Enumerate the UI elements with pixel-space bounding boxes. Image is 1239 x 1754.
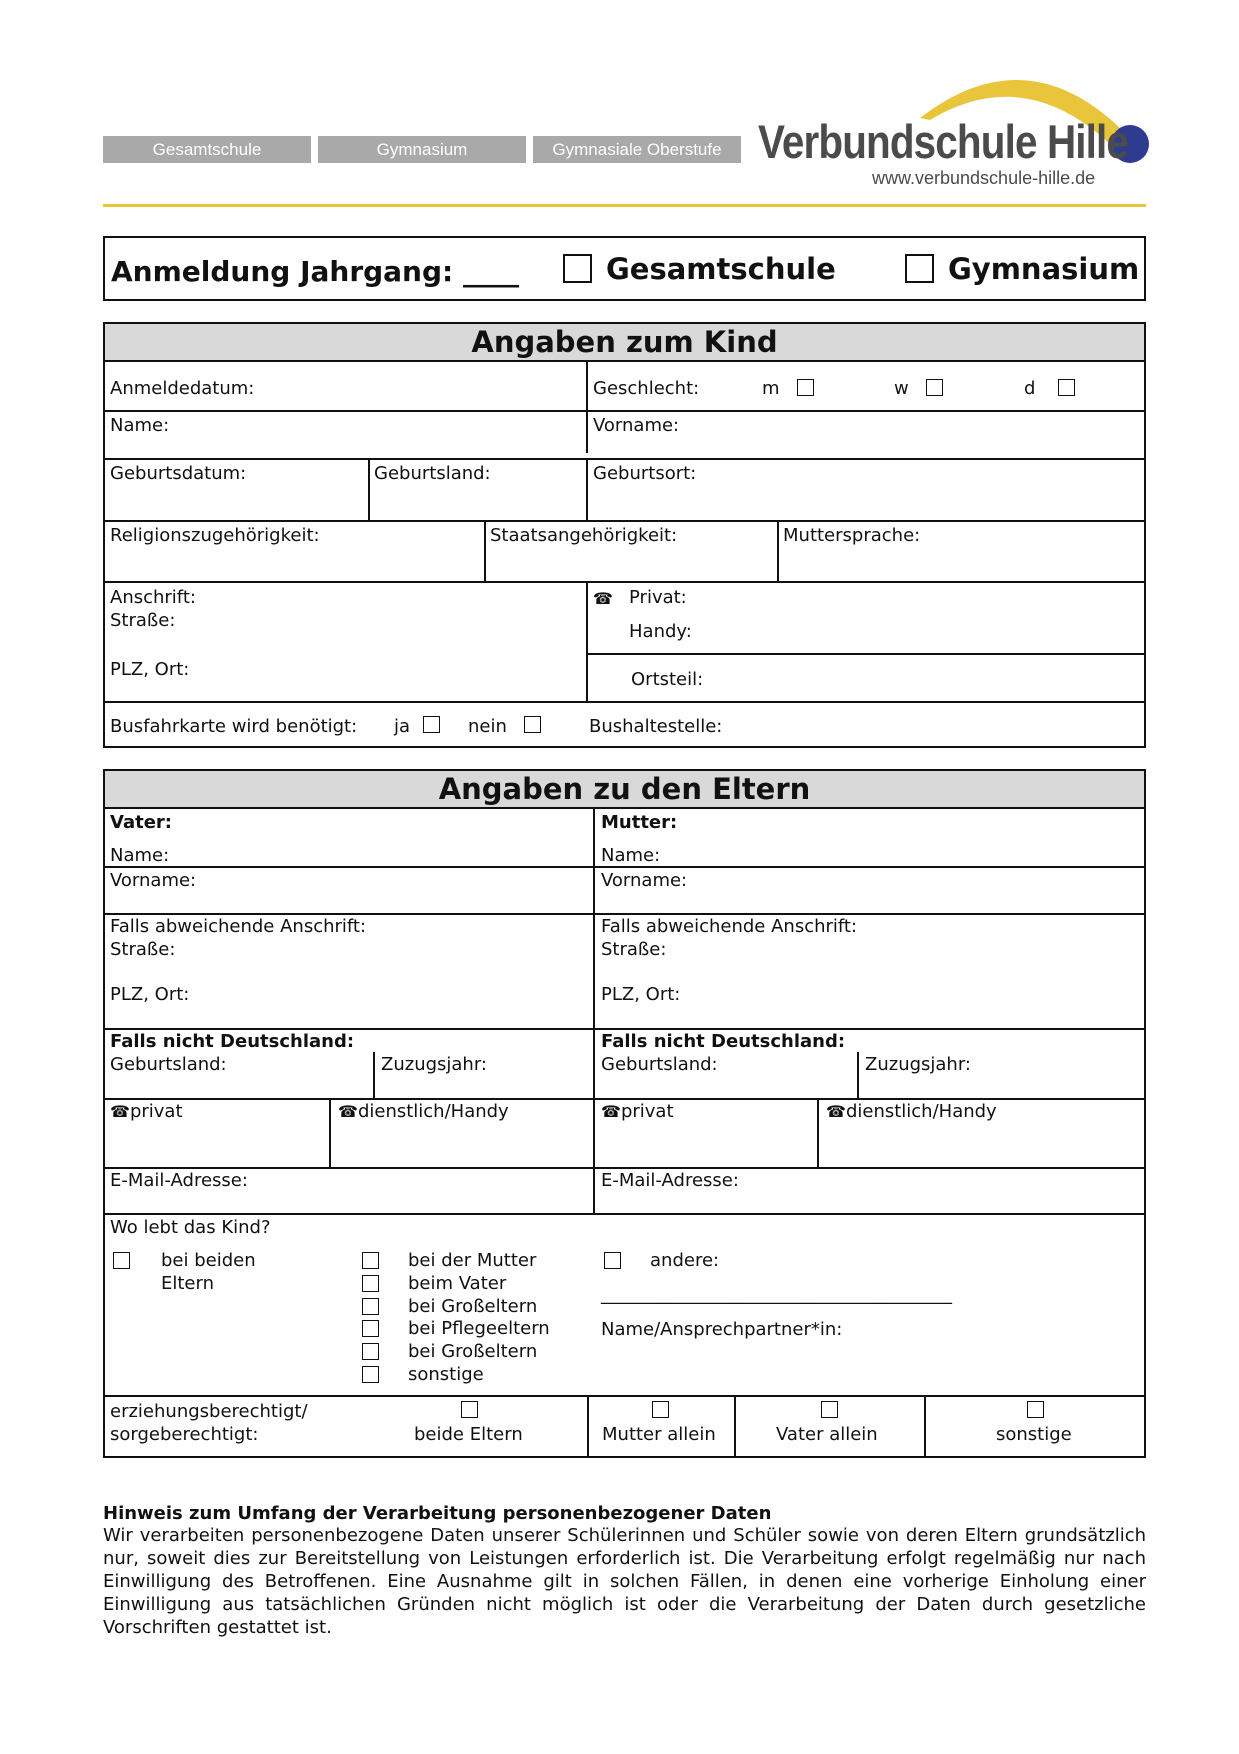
checkbox-bei-grosseltern-2[interactable]: [362, 1343, 379, 1360]
andere-line: _______________________________________: [601, 1284, 952, 1305]
label-plz-ort: PLZ, Ort:: [110, 659, 190, 680]
phone-icon: ☎: [601, 1102, 621, 1121]
label-d: d: [1024, 378, 1036, 399]
notice-text: Wir verarbeiten personenbezogene Daten unserer Schülerinnen und Schüler sowie von deren Eltern grundsätzlich nur, soweit dies zur Bereitstellung von Leistungen erforderlich ist. Die Verarbeitung erfolgt regelmäßig nur nach Einwilligung des Betroffenen. Eine Ausnahme gilt in solchen Fällen, in denen eine vorherige Einholung einer Einwilligung aus tatsächlichen Gründen nicht möglich ist oder die Verarbeitung der Daten durch gesetzliche Vorschriften gestattet ist.: [103, 1525, 1146, 1638]
checkbox-bei-grosseltern[interactable]: [362, 1298, 379, 1315]
label-vorname: Vorname:: [593, 415, 680, 436]
school-logo-name: Verbundschule Hille: [758, 115, 1129, 168]
label-bushaltestelle: Bushaltestelle:: [589, 716, 723, 737]
mutter-dienstlich: [826, 1101, 997, 1123]
tab-gymnasiale-oberstufe: Gymnasiale Oberstufe: [533, 136, 741, 163]
label-mutter-zuzug: Zuzugsjahr:: [865, 1054, 971, 1075]
label-anmeldedatum: Anmeldedatum:: [110, 378, 255, 399]
checkbox-bei-der-mutter[interactable]: [362, 1252, 379, 1269]
label-eltern: Eltern: [161, 1273, 214, 1294]
label-sorge-sonstige: sonstige: [996, 1424, 1072, 1445]
checkbox-w[interactable]: [926, 379, 943, 396]
label-anschrift: Anschrift:: [110, 587, 196, 608]
label-andere: andere:: [650, 1250, 720, 1271]
label-vater-geburtsland: Geburtsland:: [110, 1054, 227, 1075]
phone-icon: ☎: [110, 1102, 130, 1121]
label-geschlecht: Geschlecht:: [593, 378, 700, 399]
label-mutter-privat: privat: [620, 1101, 674, 1122]
label-mutter-allein: Mutter allein: [602, 1424, 716, 1445]
label-erziehungsberechtigt: erziehungsberechtigt/: [110, 1401, 308, 1422]
label-gymnasium: Gymnasium: [948, 252, 1140, 286]
label-mutter-dienstlich: dienstlich/Handy: [845, 1101, 997, 1122]
label-mutter-email: E-Mail-Adresse:: [601, 1170, 739, 1191]
checkbox-sorge-sonstige[interactable]: [1027, 1401, 1044, 1418]
label-vater-dienstlich: dienstlich/Handy: [357, 1101, 509, 1122]
label-gesamtschule: Gesamtschule: [606, 252, 836, 286]
label-m: m: [762, 378, 780, 399]
checkbox-beim-vater[interactable]: [362, 1275, 379, 1292]
label-mutter-nicht-de: Falls nicht Deutschland:: [601, 1031, 846, 1052]
label-mutter: Mutter:: [601, 812, 678, 833]
checkbox-bus-ja[interactable]: [423, 716, 440, 733]
label-bei-pflegeeltern: bei Pflegeeltern: [408, 1318, 550, 1339]
label-ja: ja: [394, 716, 411, 737]
label-mutter-plz: PLZ, Ort:: [601, 984, 681, 1005]
checkbox-gymnasium[interactable]: [905, 254, 934, 283]
label-bei-der-mutter: bei der Mutter: [408, 1250, 537, 1271]
label-vater-vorname: Vorname:: [110, 870, 197, 891]
checkbox-d[interactable]: [1058, 379, 1075, 396]
notice-title: Hinweis zum Umfang der Verarbeitung personenbezogener Daten: [103, 1503, 772, 1524]
label-beide-eltern: beide Eltern: [414, 1424, 523, 1445]
tab-gymnasium: Gymnasium: [318, 136, 526, 163]
phone-icon: ☎: [826, 1102, 846, 1121]
label-ansprechpartner: Name/Ansprechpartner*in:: [601, 1319, 843, 1340]
label-ortsteil: Ortsteil:: [631, 669, 704, 690]
checkbox-bei-pflegeeltern[interactable]: [362, 1320, 379, 1337]
checkbox-m[interactable]: [797, 379, 814, 396]
label-mutter-abweichend: Falls abweichende Anschrift:: [601, 916, 858, 937]
checkbox-bus-nein[interactable]: [524, 716, 541, 733]
phone-icon: ☎: [338, 1102, 358, 1121]
header-divider: [103, 204, 1146, 207]
label-sorgeberechtigt: sorgeberechtigt:: [110, 1424, 259, 1445]
label-vater-zuzug: Zuzugsjahr:: [381, 1054, 487, 1075]
checkbox-vater-allein[interactable]: [821, 1401, 838, 1418]
label-wo-lebt-kind: Wo lebt das Kind?: [110, 1217, 271, 1238]
tab-gesamtschule: Gesamtschule: [103, 136, 311, 163]
label-vater-privat: privat: [129, 1101, 183, 1122]
label-vater-nicht-de: Falls nicht Deutschland:: [110, 1031, 355, 1052]
label-vater: Vater:: [110, 812, 172, 833]
label-mutter-vorname: Vorname:: [601, 870, 688, 891]
checkbox-mutter-allein[interactable]: [652, 1401, 669, 1418]
label-busfahrkarte: Busfahrkarte wird benötigt:: [110, 716, 358, 737]
label-mutter-strasse: Straße:: [601, 939, 667, 960]
label-privat: Privat:: [629, 587, 687, 608]
label-mutter-geburtsland: Geburtsland:: [601, 1054, 718, 1075]
label-religion: Religionszugehörigkeit:: [110, 525, 320, 546]
label-staatsangehoerigkeit: Staatsangehörigkeit:: [490, 525, 678, 546]
label-geburtsdatum: Geburtsdatum:: [110, 463, 247, 484]
label-vater-allein: Vater allein: [776, 1424, 878, 1445]
label-vater-name: Name:: [110, 845, 170, 866]
label-mutter-name: Name:: [601, 845, 661, 866]
label-beim-vater: beim Vater: [408, 1273, 507, 1294]
checkbox-sonstige[interactable]: [362, 1366, 379, 1383]
parents-section-title: Angaben zu den Eltern: [105, 771, 1144, 807]
label-bei-beiden: bei beiden: [161, 1250, 256, 1271]
label-geburtsland: Geburtsland:: [374, 463, 491, 484]
label-vater-email: E-Mail-Adresse:: [110, 1170, 248, 1191]
label-muttersprache: Muttersprache:: [783, 525, 921, 546]
checkbox-andere[interactable]: [604, 1252, 621, 1269]
vater-dienstlich: [338, 1101, 509, 1123]
vater-privat: [110, 1101, 183, 1123]
label-vater-abweichend: Falls abweichende Anschrift:: [110, 916, 367, 937]
label-geburtsort: Geburtsort:: [593, 463, 697, 484]
checkbox-bei-beiden[interactable]: [113, 1252, 130, 1269]
phone-icon: ☎: [593, 589, 613, 608]
label-vater-strasse: Straße:: [110, 939, 176, 960]
label-bei-grosseltern-2: bei Großeltern: [408, 1341, 538, 1362]
checkbox-beide-eltern[interactable]: [461, 1401, 478, 1418]
label-bei-grosseltern: bei Großeltern: [408, 1296, 538, 1317]
label-name: Name:: [110, 415, 170, 436]
label-w: w: [894, 378, 909, 399]
child-section-title: Angaben zum Kind: [105, 324, 1144, 360]
label-nein: nein: [468, 716, 507, 737]
label-sonstige: sonstige: [408, 1364, 484, 1385]
label-vater-plz: PLZ, Ort:: [110, 984, 190, 1005]
checkbox-gesamtschule[interactable]: [563, 254, 592, 283]
school-logo-url: www.verbundschule-hille.de: [872, 168, 1096, 188]
label-strasse: Straße:: [110, 610, 176, 631]
registration-label: Anmeldung Jahrgang: ____: [111, 255, 519, 288]
mutter-privat: [601, 1101, 674, 1123]
label-handy: Handy:: [629, 621, 692, 642]
